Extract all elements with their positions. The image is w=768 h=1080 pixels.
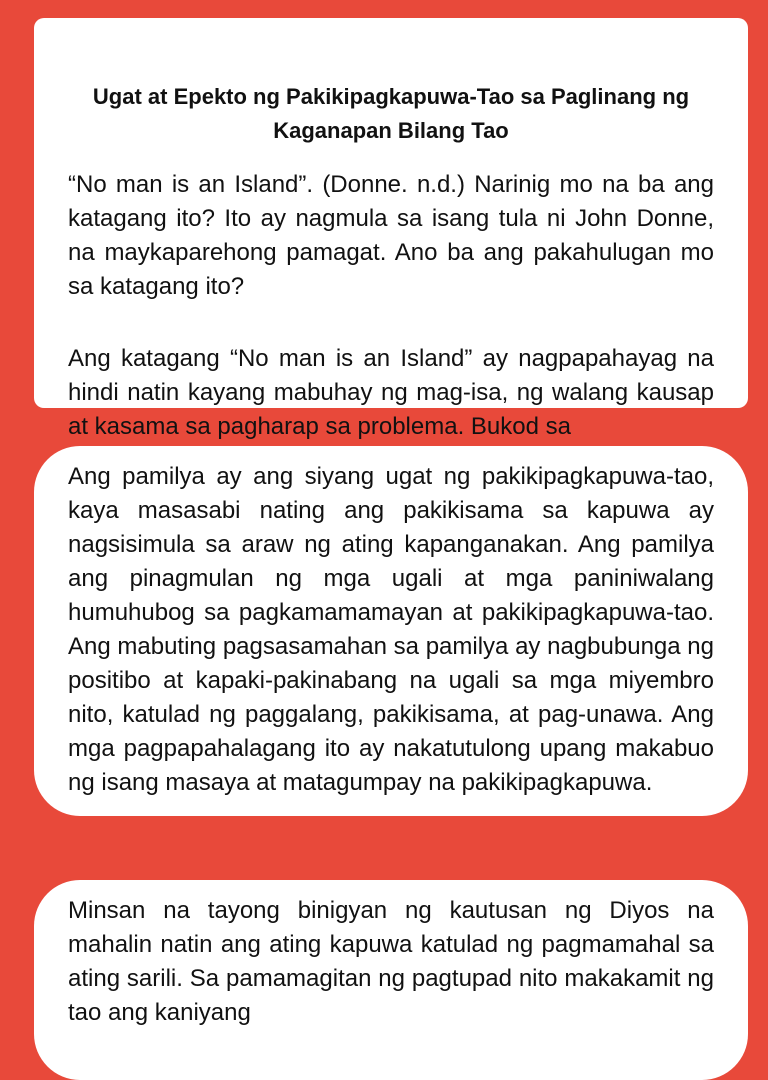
meaning-paragraph: Ang katagang “No man is an Island” ay nagpapahayag na hindi natin kayang mabuhay ng mag-isa, ng walang kausap at kasama sa pagharap sa problema. Bukod sa [68,345,714,440]
intro-paragraph: “No man is an Island”. (Donne. n.d.) Narinig mo na ba ang katagang ito? Ito ay nagmula sa isang tula ni John Donne, na maykaparehong pamagat. Ano ba ang pakahulugan mo sa katagang ito? [68,171,714,300]
commandment-paragraph: Minsan na tayong binigyan ng kautusan ng Diyos na mahalin natin ang ating kapuwa katulad ng pagmamahal sa ating sarili. Sa pamamagitan ng pagtupad nito makakamit ng tao ang kaniyang [68,897,714,1026]
family-paragraph: Ang pamilya ay ang siyang ugat ng pakikipagkapuwa-tao, kaya masasabi nating ang pakikisama sa kapuwa ay nagsisimula sa araw ng ating kapanganakan. Ang pamilya ang pinagmulan ng mga ugali at mga paniniwalang humuhubog sa pagkamamamayan at pakikipagkapuwa-tao. Ang mabuting pagsasamahan sa pamilya ay nagbubunga ng positibo at kapaki-pakinabang na ugali sa mga miyembro nito, katulad ng paggalang, pakikisama, at pag-unawa. Ang mga pagpapahalagang ito ay nakatutulong upang makabuo ng isang masaya at matagumpay na pakikipagkapuwa. [68,463,714,796]
page-title: Ugat at Epekto ng Pakikipagkapuwa-Tao sa Paglinang ng Kaganapan Bilang Tao [92,84,690,143]
intro-card [34,18,748,440]
family-card [34,446,748,816]
commandment-card [34,880,748,1080]
